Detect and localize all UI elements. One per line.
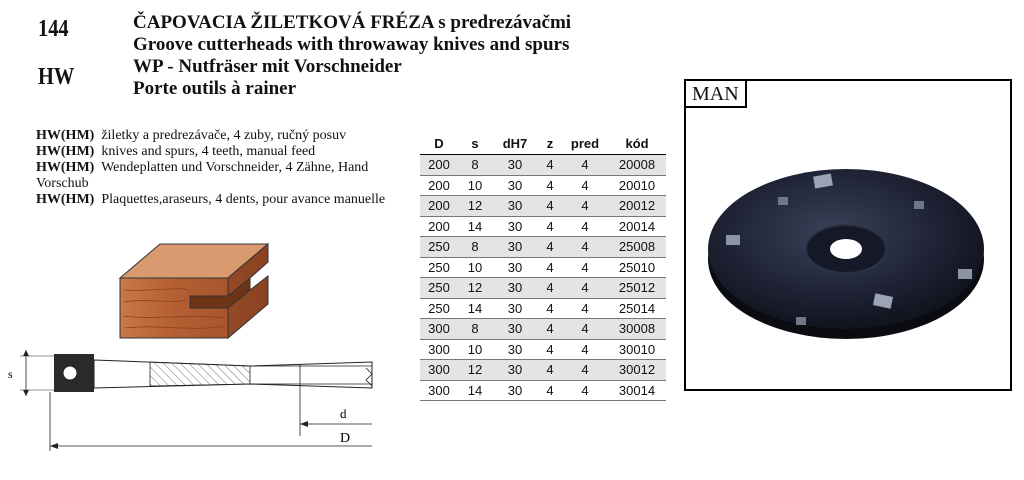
cell-D: 300: [428, 341, 450, 357]
cell-D: 250: [420, 278, 458, 299]
cell-kod: 20012: [608, 196, 666, 217]
cell-z: 4: [546, 341, 554, 357]
cell-kod: 30010: [618, 341, 656, 357]
product-photo-frame: [684, 79, 1012, 391]
cell-s: 10: [467, 177, 483, 193]
cell-kod: 20014: [618, 218, 656, 234]
table-row: [420, 319, 666, 340]
table-row: [420, 196, 666, 217]
header-s: s: [458, 132, 492, 155]
cell-pred: 4: [562, 155, 608, 176]
cell-kod: 25012: [608, 278, 666, 299]
cell-pred: 4: [562, 319, 608, 340]
cell-s: 12: [458, 196, 492, 217]
cell-D: 250: [420, 237, 458, 258]
cell-kod: 30014: [618, 382, 656, 398]
header-kod: kód: [608, 132, 666, 155]
title-sk: ČAPOVACIA ŽILETKOVÁ FRÉZA s predrezávačmi: [133, 12, 572, 33]
description-sk: [36, 128, 396, 144]
cell-kod: 25008: [608, 237, 666, 258]
cell-s: 8: [458, 155, 492, 176]
cell-z: 4: [538, 319, 562, 340]
cell-pred: 4: [581, 382, 589, 398]
cell-D: 200: [428, 177, 450, 193]
description-text: Wendeplatten und Vorschneider, 4 Zähne, Hand Vorschub: [36, 160, 369, 191]
wood-groove-illustration: [110, 238, 280, 342]
cell-D: 250: [428, 259, 450, 275]
cell-z: 4: [546, 218, 554, 234]
cell-dH7: 30: [507, 300, 523, 316]
cell-z: 4: [546, 300, 554, 316]
cell-pred: 4: [581, 177, 589, 193]
table-header-row: [420, 132, 666, 155]
man-label: MAN: [686, 81, 747, 108]
cell-s: 12: [458, 360, 492, 381]
dimension-D-label: D: [340, 431, 351, 446]
title-en: Groove cutterheads with throwaway knives and spurs: [133, 34, 570, 55]
table-row: [420, 237, 666, 258]
cell-dH7: 30: [507, 218, 523, 234]
cross-section-diagram: [0, 336, 392, 456]
cell-z: 4: [538, 196, 562, 217]
cell-s: 10: [467, 259, 483, 275]
cell-z: 4: [538, 278, 562, 299]
cell-z: 4: [546, 177, 554, 193]
cell-dH7: 30: [507, 177, 523, 193]
cell-s: 14: [467, 300, 483, 316]
cell-dH7: 30: [507, 341, 523, 357]
cutterhead-disc-image: [696, 141, 996, 381]
cell-z: 4: [546, 259, 554, 275]
catalog-page-number: 144: [38, 16, 69, 42]
cell-z: 4: [538, 155, 562, 176]
cell-pred: 4: [562, 237, 608, 258]
header-dH7: dH7: [492, 132, 538, 155]
cell-kod: 30012: [608, 360, 666, 381]
cell-pred: 4: [581, 259, 589, 275]
cell-D: 300: [420, 360, 458, 381]
title-block: [133, 12, 571, 100]
description-prefix: HW(HM): [36, 160, 95, 175]
table-row: [420, 155, 666, 176]
description-block: [36, 128, 396, 208]
cell-kod: 25010: [618, 259, 656, 275]
cell-s: 14: [467, 218, 483, 234]
cell-dH7: 30: [492, 155, 538, 176]
description-text: knives and spurs, 4 teeth, manual feed: [101, 144, 316, 159]
cell-D: 300: [428, 382, 450, 398]
table-row: [420, 339, 666, 360]
cell-D: 200: [428, 218, 450, 234]
cell-pred: 4: [562, 360, 608, 381]
description-prefix: HW(HM): [36, 192, 95, 207]
description-prefix: HW(HM): [36, 144, 95, 159]
cell-dH7: 30: [492, 237, 538, 258]
cell-D: 300: [420, 319, 458, 340]
table-row: [420, 216, 666, 237]
description-text: žiletky a predrezávače, 4 zuby, ručný posuv: [101, 128, 347, 143]
spec-table: [420, 132, 666, 401]
table-row: [420, 278, 666, 299]
table-row: [420, 175, 666, 196]
header-z: z: [538, 132, 562, 155]
cell-s: 12: [458, 278, 492, 299]
cell-dH7: 30: [492, 360, 538, 381]
cell-kod: 20010: [618, 177, 656, 193]
cell-D: 200: [420, 155, 458, 176]
cell-pred: 4: [581, 341, 589, 357]
cell-pred: 4: [581, 300, 589, 316]
cell-kod: 20008: [608, 155, 666, 176]
cell-z: 4: [538, 360, 562, 381]
cell-s: 8: [458, 237, 492, 258]
description-de: [36, 160, 396, 192]
table-row: [420, 257, 666, 278]
description-text: Plaquettes,araseurs, 4 dents, pour avance manuelle: [101, 192, 386, 207]
title-fr: Porte outils à rainer: [133, 78, 297, 99]
header-pred: pred: [562, 132, 608, 155]
description-en: [36, 144, 396, 160]
cell-dH7: 30: [507, 382, 523, 398]
cell-z: 4: [538, 237, 562, 258]
cell-s: 8: [458, 319, 492, 340]
cell-pred: 4: [562, 278, 608, 299]
cell-pred: 4: [562, 196, 608, 217]
dimension-d-label: d: [340, 406, 347, 421]
cell-D: 200: [420, 196, 458, 217]
table-row: [420, 298, 666, 319]
cell-pred: 4: [581, 218, 589, 234]
cell-kod: 25014: [618, 300, 656, 316]
cell-D: 250: [428, 300, 450, 316]
cell-s: 10: [467, 341, 483, 357]
cell-kod: 30008: [608, 319, 666, 340]
dimension-s-label: s: [8, 367, 13, 381]
description-fr: [36, 192, 396, 208]
table-row: [420, 360, 666, 381]
title-de: WP - Nutfräser mit Vorschneider: [133, 56, 402, 77]
cell-dH7: 30: [492, 278, 538, 299]
cell-dH7: 30: [492, 319, 538, 340]
catalog-code: HW: [38, 64, 75, 90]
description-prefix: HW(HM): [36, 128, 95, 143]
header-D: D: [420, 132, 458, 155]
table-body: [420, 155, 666, 401]
cell-dH7: 30: [492, 196, 538, 217]
cell-dH7: 30: [507, 259, 523, 275]
table-row: [420, 380, 666, 401]
cell-z: 4: [546, 382, 554, 398]
cell-s: 14: [467, 382, 483, 398]
